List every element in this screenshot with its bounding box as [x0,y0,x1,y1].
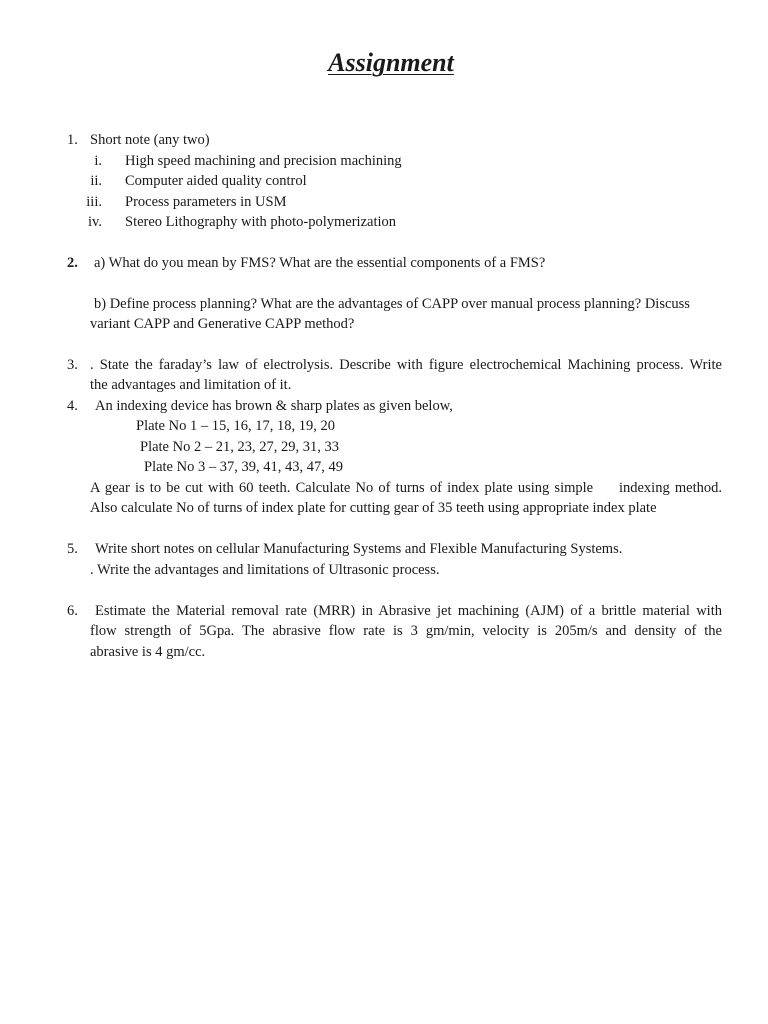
q1-item-4-roman: iv. [88,214,102,230]
page-title-text: Assignment [328,48,454,77]
question-4-intro: An indexing device has brown & sharp plates as given below, [95,398,453,414]
q1-item-1-text: High speed machining and precision machining [125,153,402,169]
question-3-number: 3. [67,357,78,373]
question-4-line-1: A gear is to be cut with 60 teeth. Calculate No of turns of index plate using simple indexing method. [90,480,722,496]
question-2a-text: a) What do you mean by FMS? What are the essential components of a FMS? [94,255,546,271]
question-3-line-2: the advantages and limitation of it. [90,377,292,393]
question-5-line-2: . Write the advantages and limitations of Ultrasonic process. [90,562,440,578]
page-title [0,46,768,80]
question-4-number: 4. [67,398,78,414]
question-5-line-1: Write short notes on cellular Manufacturing Systems and Flexible Manufacturing Systems. [95,541,623,557]
question-1-number: 1. [67,132,78,148]
question-6-line-1: Estimate the Material removal rate (MRR) in Abrasive jet machining (AJM) of a brittle material with [95,603,722,619]
q1-item-3-text: Process parameters in USM [125,194,287,210]
q1-item-1-roman: i. [94,153,102,169]
plate-1-row: Plate No 1 – 15, 16, 17, 18, 19, 20 [136,418,335,434]
q1-item-4-text: Stereo Lithography with photo-polymerization [125,214,397,230]
question-1-text: Short note (any two) [90,132,210,148]
question-2-number: 2. [67,255,78,271]
question-5-number: 5. [67,541,78,557]
question-6-line-2: flow strength of 5Gpa. The abrasive flow rate is 3 gm/min, velocity is 205m/s and density of the [90,623,722,639]
plate-3-row: Plate No 3 – 37, 39, 41, 43, 47, 49 [144,459,343,475]
question-6-number: 6. [67,603,78,619]
question-2b-line-2: variant CAPP and Generative CAPP method? [90,316,355,332]
question-3-line-1: . State the faraday’s law of electrolysis. Describe with figure electrochemical Machining process. Write [90,357,722,373]
plate-2-row: Plate No 2 – 21, 23, 27, 29, 31, 33 [140,439,339,455]
q1-item-3-roman: iii. [86,194,102,210]
question-2b-line-1: b) Define process planning? What are the advantages of CAPP over manual process planning? Discuss [94,296,690,312]
q1-item-2-roman: ii. [90,173,102,189]
question-4-line-2: Also calculate No of turns of index plate for cutting gear of 35 teeth using appropriate index plate [90,500,657,516]
question-6-line-3: abrasive is 4 gm/cc. [90,644,206,660]
q1-item-2-text: Computer aided quality control [125,173,307,189]
